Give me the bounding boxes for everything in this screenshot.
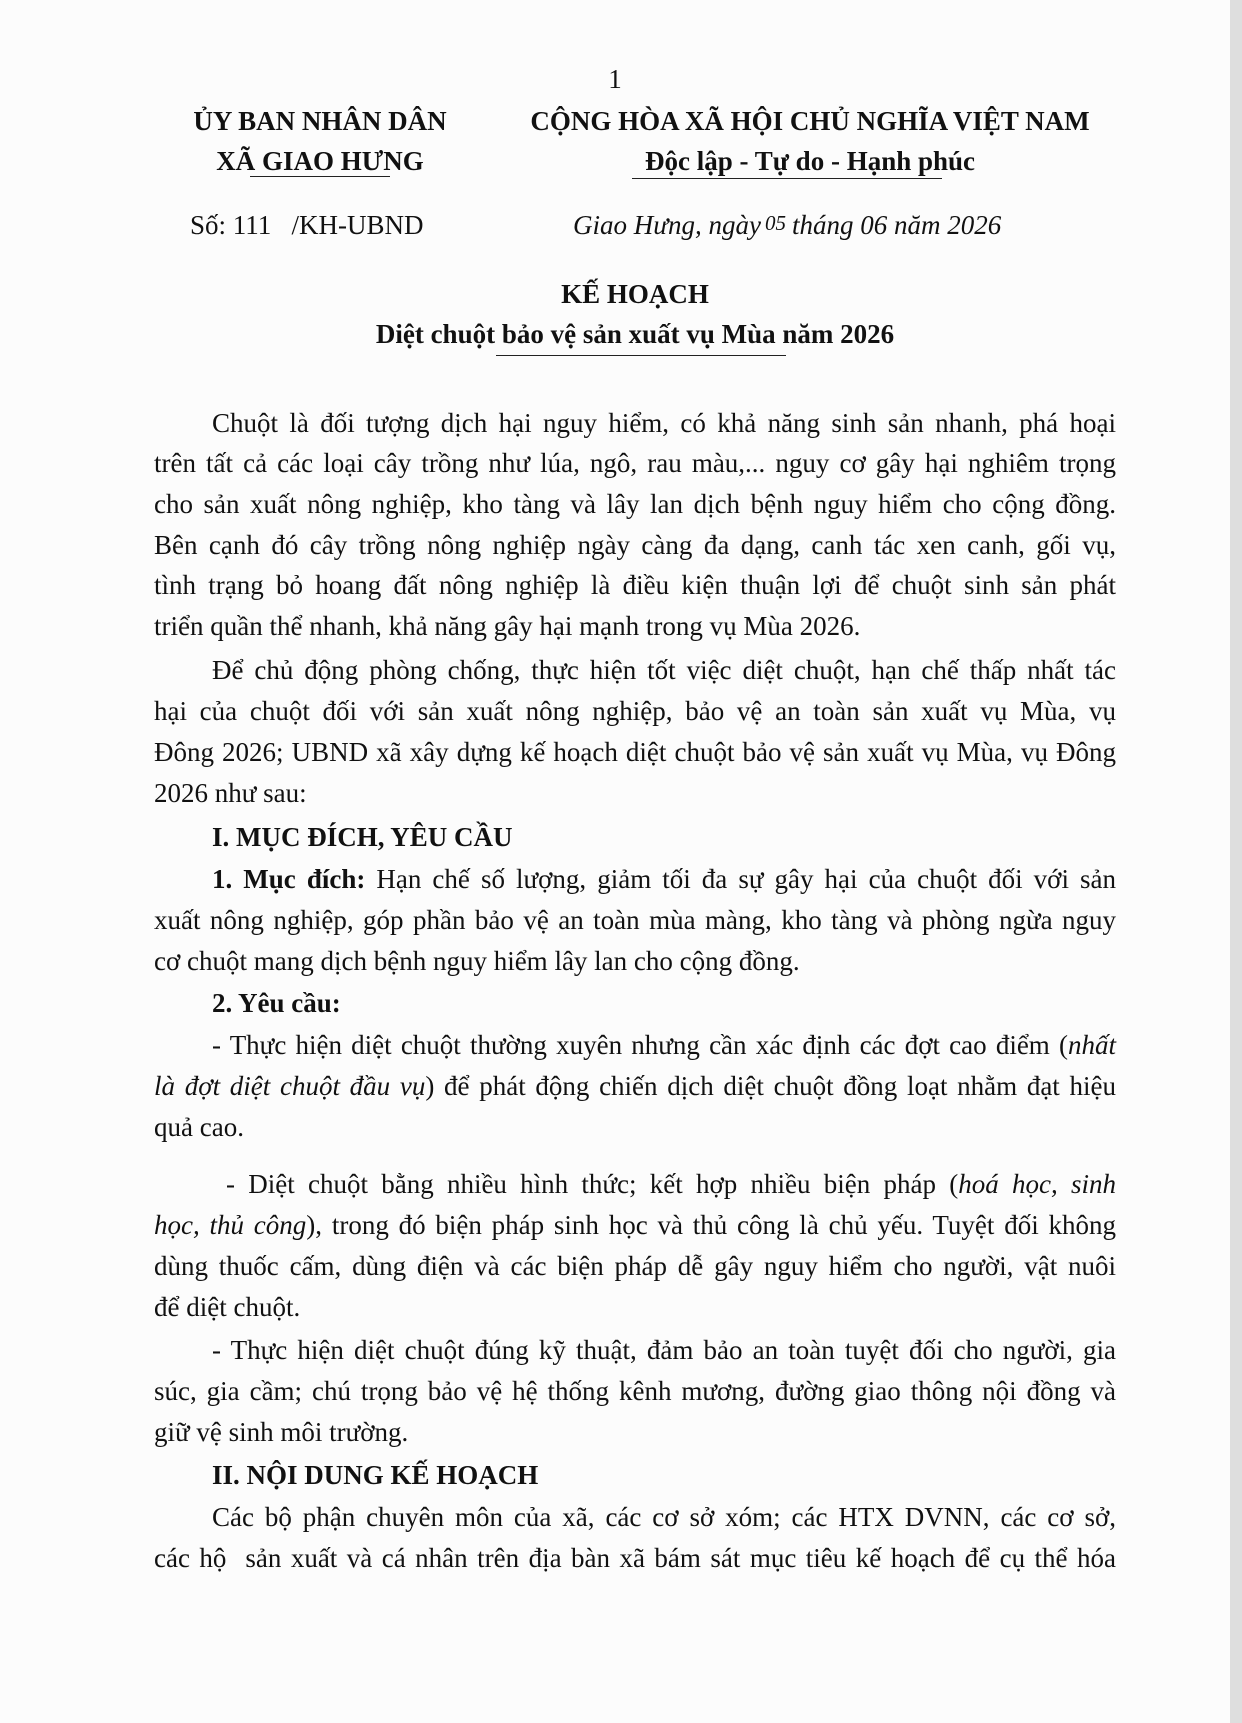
date-place	[573, 210, 1001, 241]
muc-dich-text: Hạn chế số lượng, giảm tối đa sự gây hại của chuột đối với sản	[376, 864, 1117, 894]
section-heading: I. MỤC ĐÍCH, YÊU CẦU	[212, 822, 513, 852]
yc2-text: - Diệt chuột bằng nhiều hình thức; kết hợp nhiều biện pháp (	[226, 1169, 959, 1199]
paragraph-line: xuất nông nghiệp, góp phần bảo vệ an toàn mùa màng, kho tàng và phòng ngừa nguy	[154, 905, 1116, 935]
paragraph-line: để diệt chuột.	[154, 1292, 301, 1322]
paragraph-line: Các bộ phận chuyên môn của xã, các cơ sở xóm; các HTX DVNN, các cơ sở,	[212, 1502, 1116, 1532]
paragraph-line: - Thực hiện diệt chuột đúng kỹ thuật, đảm bảo an toàn tuyệt đối cho người, gia	[212, 1335, 1116, 1365]
paragraph-line	[154, 1069, 1116, 1103]
paragraph-line	[226, 1167, 1116, 1201]
motto-line-1: CỘNG HÒA XÃ HỘI CHỦ NGHĨA VIỆT NAM	[530, 106, 1090, 136]
paragraph-line: hại của chuột đối với sản xuất nông nghiệp, bảo vệ an toàn sản xuất vụ Mùa, vụ	[154, 696, 1116, 726]
paragraph-line: Bên cạnh đó cây trồng nông nghiệp ngày càng đa dạng, canh tác xen canh, gối vụ,	[154, 530, 1116, 560]
page-edge	[1230, 0, 1242, 1723]
paragraph-line: Chuột là đối tượng dịch hại nguy hiểm, có khả năng sinh sản nhanh, phá hoại	[212, 408, 1116, 438]
paragraph-line	[212, 862, 1116, 896]
paragraph-line: tình trạng bỏ hoang đất nông nghiệp là điều kiện thuận lợi để chuột sinh sản phát	[154, 570, 1116, 600]
authority-line-1: ỦY BAN NHÂN DÂN	[193, 106, 447, 136]
yc1-italic: nhất	[1067, 1030, 1116, 1060]
authority-line-2: XÃ GIAO HƯNG	[216, 146, 424, 176]
paragraph-line: giữ vệ sinh môi trường.	[154, 1417, 409, 1447]
paragraph-line: súc, gia cầm; chú trọng bảo vệ hệ thống kênh mương, đường giao thông nội đồng và	[154, 1376, 1116, 1406]
page-number: 1	[608, 64, 622, 94]
national-motto	[480, 101, 1140, 181]
subsection-heading: 2. Yêu cầu:	[212, 988, 341, 1018]
muc-dich-label: 1. Mục đích:	[212, 864, 366, 894]
yc1-text: - Thực hiện diệt chuột thường xuyên nhưng cần xác định các đợt cao điểm (	[212, 1030, 1068, 1060]
paragraph-line	[154, 1208, 1116, 1242]
yc1-italic: là đợt diệt chuột đầu vụ	[154, 1071, 426, 1101]
document-number: Số: 111 /KH-UBND	[190, 210, 424, 240]
date-suffix: tháng 06 năm 2026	[791, 210, 1002, 240]
authority-underline	[250, 176, 390, 177]
paragraph-line: Đông 2026; UBND xã xây dựng kế hoạch diệt chuột bảo vệ sản xuất vụ Mùa, vụ Đông	[154, 737, 1116, 767]
yc1-text: ) để phát động chiến dịch diệt chuột đồng loạt nhằm đạt hiệu	[425, 1071, 1116, 1101]
issuing-authority	[150, 101, 490, 181]
paragraph-line: cho sản xuất nông nghiệp, kho tàng và lây lan dịch bệnh nguy hiểm cho cộng đồng.	[154, 489, 1116, 519]
paragraph-line: dùng thuốc cấm, dùng điện và các biện pháp dễ gây nguy hiểm cho người, vật nuôi	[154, 1251, 1116, 1281]
paragraph-line: cơ chuột mang dịch bệnh nguy hiểm lây lan cho cộng đồng.	[154, 946, 800, 976]
date-prefix: Giao Hưng, ngày	[573, 210, 761, 240]
yc2-text: ), trong đó biện pháp sinh học và thủ công là chủ yếu. Tuyệt đối không	[306, 1210, 1116, 1240]
subtitle-underline	[496, 355, 786, 356]
paragraph-line: Để chủ động phòng chống, thực hiện tốt việc diệt chuột, hạn chế thấp nhất tác	[212, 655, 1116, 685]
document-subtitle: Diệt chuột bảo vệ sản xuất vụ Mùa năm 2026	[375, 319, 895, 349]
date-day: 05	[764, 211, 786, 235]
paragraph-line: 2026 như sau:	[154, 778, 307, 808]
paragraph-line: quả cao.	[154, 1112, 244, 1142]
paragraph-line: trên tất cả các loại cây trồng như lúa, ngô, rau màu,... nguy cơ gây hại nghiêm trọng	[154, 448, 1116, 478]
paragraph-line	[212, 1028, 1116, 1062]
yc2-italic: hoá học, sinh	[958, 1169, 1116, 1199]
motto-underline	[632, 178, 942, 179]
paragraph-line: triển quần thể nhanh, khả năng gây hại mạnh trong vụ Mùa 2026.	[154, 611, 861, 641]
yc2-italic: học, thủ công	[154, 1210, 307, 1240]
document-title: KẾ HOẠCH	[561, 279, 709, 309]
section-heading: II. NỘI DUNG KẾ HOẠCH	[212, 1460, 539, 1490]
motto-line-2: Độc lập - Tự do - Hạnh phúc	[644, 146, 976, 176]
paragraph-line: các hộ sản xuất và cá nhân trên địa bàn xã bám sát mục tiêu kế hoạch để cụ thể hóa	[154, 1543, 1116, 1573]
